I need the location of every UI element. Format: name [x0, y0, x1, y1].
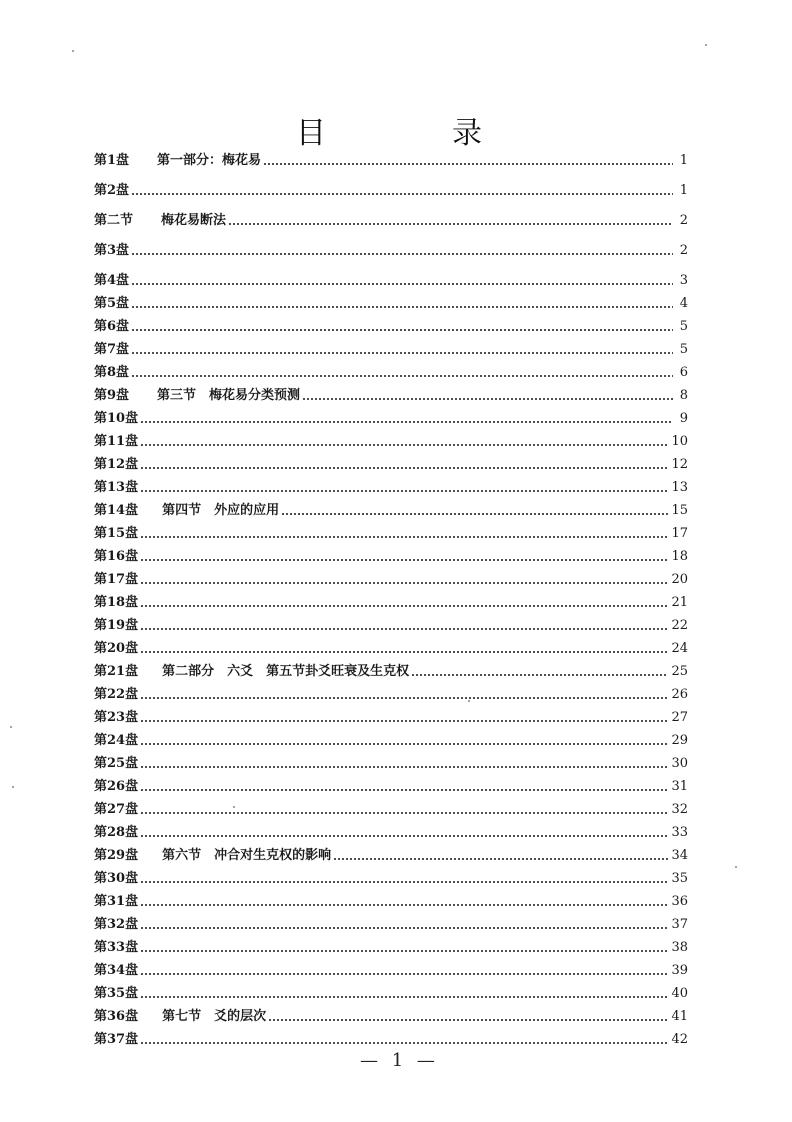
toc-entry — [94, 614, 688, 634]
toc-entry — [94, 149, 688, 169]
toc-entry-heading: 第一部分：梅花易 — [157, 153, 262, 168]
toc-entry — [94, 545, 688, 565]
toc-entry-label: 第36盘 — [94, 1009, 139, 1024]
toc-entry-label: 第29盘 — [94, 848, 139, 863]
dot-leader — [140, 1042, 668, 1044]
dot-leader — [131, 329, 673, 331]
toc-entry-label: 第17盘 — [94, 572, 139, 587]
toc-entry — [94, 982, 688, 1002]
toc-entry-page: 39 — [671, 963, 688, 978]
dot-leader — [140, 490, 668, 492]
toc-entry-label: 第30盘 — [94, 871, 139, 886]
toc-entry-label: 第18盘 — [94, 595, 139, 610]
title-char-1: 目 — [296, 116, 326, 151]
dot-leader — [140, 467, 668, 469]
toc-entry-page: 26 — [671, 687, 688, 702]
toc-entry-label: 第6盘 — [94, 319, 130, 334]
toc-entry — [94, 476, 688, 496]
dot-leader — [140, 421, 673, 423]
dot-leader — [140, 536, 668, 538]
toc-entry — [94, 315, 688, 335]
dot-leader — [140, 651, 668, 653]
toc-entry-page: 32 — [671, 802, 688, 817]
toc-entry — [94, 522, 688, 542]
dot-leader — [140, 766, 668, 768]
toc-entry-page: 13 — [671, 480, 688, 495]
toc-entry — [94, 821, 688, 841]
toc-entry — [94, 453, 688, 473]
toc-entry-page: 27 — [671, 710, 688, 725]
dot-leader — [140, 881, 668, 883]
toc-entry — [94, 209, 688, 229]
toc-entry-page: 20 — [671, 572, 688, 587]
toc-entry-label: 第4盘 — [94, 273, 130, 288]
toc-entry-page: 17 — [671, 526, 688, 541]
toc-entry — [94, 936, 688, 956]
toc-entry — [94, 913, 688, 933]
toc-entry — [94, 1028, 688, 1048]
toc-entry-page: 2 — [679, 243, 688, 258]
toc-entry — [94, 729, 688, 749]
toc-entry-page: 3 — [679, 273, 688, 288]
toc-entry — [94, 338, 688, 358]
toc-entry — [94, 844, 688, 864]
toc-entry-page: 1 — [679, 153, 688, 168]
toc-entry — [94, 499, 688, 519]
toc-entry — [94, 867, 688, 887]
toc-entry-page: 25 — [671, 664, 688, 679]
toc-entry-label: 第21盘 — [94, 664, 139, 679]
scan-speck — [233, 806, 235, 808]
toc-entry — [94, 1005, 688, 1025]
toc-entry-page: 35 — [671, 871, 688, 886]
scan-speck — [10, 726, 12, 728]
dot-leader — [140, 812, 668, 814]
dot-leader — [140, 789, 668, 791]
scan-speck — [468, 700, 470, 702]
toc-entry-label: 第16盘 — [94, 549, 139, 564]
toc-entry-page: 38 — [671, 940, 688, 955]
toc-entry-page: 34 — [671, 848, 688, 863]
toc-entry-heading: 第二部分 六爻 第五节卦爻旺衰及生克权 — [162, 664, 410, 679]
dot-leader — [281, 513, 668, 515]
toc-entry — [94, 637, 688, 657]
toc-entry-page: 24 — [671, 641, 688, 656]
toc-entry — [94, 591, 688, 611]
dot-leader — [411, 674, 668, 676]
toc-entry-page: 5 — [679, 342, 688, 357]
toc-entry — [94, 239, 688, 259]
dot-leader — [131, 193, 673, 195]
dot-leader — [131, 253, 673, 255]
toc-entry-label: 第13盘 — [94, 480, 139, 495]
toc-entry-page: 12 — [671, 457, 688, 472]
toc-entry — [94, 568, 688, 588]
scan-speck — [705, 44, 707, 46]
dot-leader — [140, 628, 668, 630]
dot-leader — [140, 904, 668, 906]
toc-entry — [94, 890, 688, 910]
toc-entry — [94, 706, 688, 726]
toc-entry-page: 42 — [671, 1032, 688, 1047]
toc-entry-page: 8 — [679, 388, 688, 403]
toc-entry-label: 第37盘 — [94, 1032, 139, 1047]
toc-entry-page: 33 — [671, 825, 688, 840]
toc-entry — [94, 269, 688, 289]
toc-entry-label: 第二节 — [94, 213, 134, 228]
dot-leader — [140, 582, 668, 584]
title-char-2: 录 — [452, 116, 482, 151]
toc-entry-label: 第23盘 — [94, 710, 139, 725]
toc-entry-label: 第19盘 — [94, 618, 139, 633]
dot-leader — [263, 163, 673, 165]
dot-leader — [333, 858, 668, 860]
toc-entry — [94, 407, 688, 427]
toc-entry-label: 第5盘 — [94, 296, 130, 311]
toc-entry-page: 30 — [671, 756, 688, 771]
toc-entry-heading: 梅花易断法 — [161, 213, 227, 228]
toc-entry-page: 31 — [671, 779, 688, 794]
toc-entry-label: 第26盘 — [94, 779, 139, 794]
toc-entry — [94, 798, 688, 818]
toc-entry-page: 9 — [679, 411, 688, 426]
dot-leader — [140, 605, 668, 607]
toc-entry-label: 第25盘 — [94, 756, 139, 771]
dot-leader — [140, 743, 668, 745]
toc-entry — [94, 752, 688, 772]
toc-entry-label: 第20盘 — [94, 641, 139, 656]
toc-entry-label: 第7盘 — [94, 342, 130, 357]
toc-entry-page: 18 — [671, 549, 688, 564]
toc-entry-page: 40 — [671, 986, 688, 1001]
toc-entry-page: 36 — [671, 894, 688, 909]
toc-entry-label: 第3盘 — [94, 243, 130, 258]
toc-entry-heading: 第六节 冲合对生克权的影响 — [162, 848, 332, 863]
toc-entry-label: 第9盘 — [94, 388, 130, 403]
toc-entry-label: 第14盘 — [94, 503, 139, 518]
dot-leader — [140, 950, 668, 952]
toc-entry-label: 第33盘 — [94, 940, 139, 955]
toc-entry-page: 37 — [671, 917, 688, 932]
toc-entry-page: 41 — [671, 1009, 688, 1024]
dot-leader — [131, 352, 673, 354]
toc-entry — [94, 361, 688, 381]
toc-entry — [94, 384, 688, 404]
scan-speck — [72, 50, 74, 52]
toc-entry-label: 第2盘 — [94, 183, 130, 198]
toc-entry-label: 第8盘 — [94, 365, 130, 380]
toc-entry — [94, 683, 688, 703]
toc-entry-page: 22 — [671, 618, 688, 633]
toc-entry-page: 15 — [671, 503, 688, 518]
toc-entry-label: 第27盘 — [94, 802, 139, 817]
dot-leader — [140, 444, 668, 446]
toc-entry-label: 第10盘 — [94, 411, 139, 426]
toc-entry-page: 29 — [671, 733, 688, 748]
page-footer-number: — 1 — — [360, 1050, 439, 1071]
toc-entry-heading: 第七节 爻的层次 — [162, 1009, 267, 1024]
toc-entry-label: 第28盘 — [94, 825, 139, 840]
toc-entry-label: 第32盘 — [94, 917, 139, 932]
toc-entry-page: 21 — [671, 595, 688, 610]
toc-entry — [94, 292, 688, 312]
toc-entry-label: 第15盘 — [94, 526, 139, 541]
dot-leader — [140, 973, 668, 975]
toc-entry-page: 2 — [679, 213, 688, 228]
toc-entry-label: 第11盘 — [94, 434, 139, 449]
toc-entry-label: 第24盘 — [94, 733, 139, 748]
dot-leader — [140, 996, 668, 998]
toc-entry-page: 4 — [679, 296, 688, 311]
toc-entry-label: 第22盘 — [94, 687, 139, 702]
dot-leader — [140, 835, 668, 837]
dot-leader — [140, 927, 668, 929]
toc-entry-page: 6 — [679, 365, 688, 380]
dot-leader — [140, 720, 668, 722]
dot-leader — [228, 223, 673, 225]
toc-entry-label: 第34盘 — [94, 963, 139, 978]
scan-speck — [12, 786, 14, 788]
toc-entry-heading: 第三节 梅花易分类预测 — [157, 388, 301, 403]
toc-entry — [94, 959, 688, 979]
toc-entry-page: 5 — [679, 319, 688, 334]
toc-entry — [94, 179, 688, 199]
toc-entry-label: 第35盘 — [94, 986, 139, 1001]
toc-entry — [94, 430, 688, 450]
dot-leader — [131, 306, 673, 308]
toc-entry — [94, 775, 688, 795]
toc-entry-page: 1 — [679, 183, 688, 198]
toc-entry-label: 第12盘 — [94, 457, 139, 472]
toc-entry — [94, 660, 688, 680]
dot-leader — [302, 398, 673, 400]
toc-entry-heading: 第四节 外应的应用 — [162, 503, 280, 518]
toc-entry-label: 第31盘 — [94, 894, 139, 909]
toc-entry-page: 10 — [671, 434, 688, 449]
toc-entry-label: 第1盘 — [94, 153, 130, 168]
dot-leader — [140, 559, 668, 561]
scan-speck — [735, 866, 737, 868]
dot-leader — [131, 375, 673, 377]
dot-leader — [268, 1019, 668, 1021]
dot-leader — [140, 697, 668, 699]
dot-leader — [131, 283, 673, 285]
